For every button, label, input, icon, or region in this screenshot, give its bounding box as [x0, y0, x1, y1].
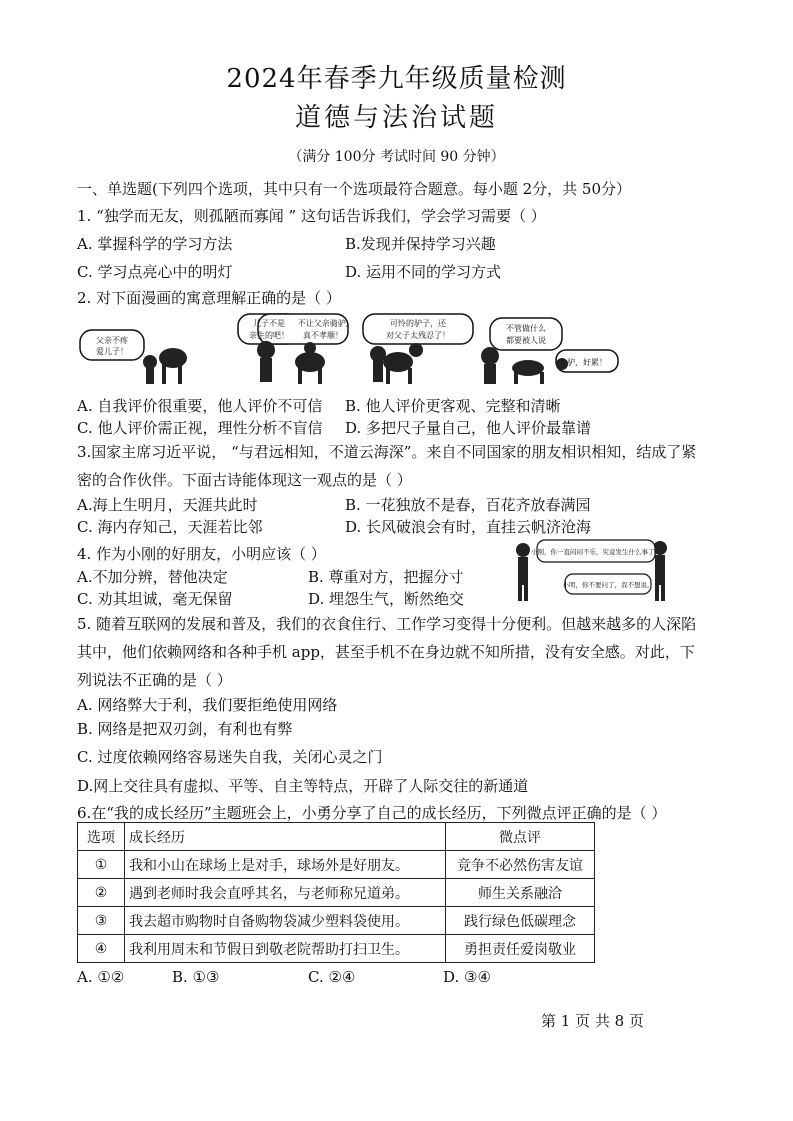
cartoon-bubble	[490, 318, 562, 350]
q1-option-c: C. 学习点亮心中的明灯	[77, 263, 233, 281]
table-cell: 我和小山在球场上是对手，球场外是好朋友。	[125, 851, 446, 879]
q6-option-a: A. ①②	[77, 968, 125, 986]
q1-option-d: D. 运用不同的学习方式	[345, 263, 502, 281]
cartoon-text: 可怜的驴子，还	[390, 319, 446, 328]
q4-cartoon	[505, 536, 670, 606]
q2-option-b: B. 他人评价更客观、完整和清晰	[345, 397, 561, 415]
q1-option-a: A. 掌握科学的学习方法	[77, 235, 233, 253]
q6-stem: 6.在“我的成长经历”主题班会上，小勇分享了自己的成长经历，下列微点评正确的是（ ）	[77, 804, 667, 822]
q6-option-c: C. ②④	[308, 968, 356, 986]
cartoon-text: 爱儿子！	[96, 347, 128, 356]
q2-option-a: A. 自我评价很重要，他人评价不可信	[77, 397, 323, 415]
table-cell: 我去超市购物时自备购物袋减少塑料袋使用。	[125, 907, 446, 935]
table-row	[78, 879, 595, 907]
q2-stem: 2. 对下面漫画的寓意理解正确的是（ ）	[77, 289, 341, 307]
table-header-cell: 微点评	[446, 823, 595, 851]
table-row	[78, 907, 595, 935]
q3-option-d: D. 长风破浪会有时，直挂云帆济沧海	[345, 518, 592, 536]
q4-option-a: A.不加分辨，替他决定	[77, 568, 228, 586]
table-cell: ①	[78, 851, 125, 879]
q3-stem: 3.国家主席习近平说， “与君远相知，不道云海深”。来自不同国家的朋友相识相知，结成了紧密的合作伙伴。下面古诗能体现这一观点的是（ ）	[77, 443, 697, 489]
table-row	[78, 851, 595, 879]
cartoon-text: 父亲不疼	[96, 336, 128, 345]
section-heading: 一、单选题(下列四个选项，其中只有一个选项最符合题意。每小题 2分，共 50分）	[77, 180, 632, 198]
q6-option-b: B. ①③	[172, 968, 220, 986]
q2-cartoon	[78, 310, 638, 390]
cartoon-text: 儿子不是	[253, 319, 285, 328]
exam-info: （满分 100分 考试时间 90 分钟）	[288, 149, 505, 165]
table-cell: 遇到老师时我会直呼其名，与老师称兄道弟。	[125, 879, 446, 907]
exam-subject: 道德与法治试题	[294, 103, 498, 133]
table-cell: 勇担责任爱岗敬业	[446, 935, 595, 963]
cartoon-text: 不管做什么	[506, 324, 546, 333]
q3-option-a: A.海上生明月，天涯共此时	[77, 496, 258, 514]
q4-option-c: C. 劝其坦诚，毫无保留	[77, 590, 233, 608]
q2-option-d: D. 多把尺子量自己，他人评价最靠谱	[345, 419, 592, 437]
page-number: 第 1 页 共 8 页	[541, 1012, 644, 1030]
q4-stem: 4. 作为小刚的好朋友，小明应该（ ）	[77, 545, 326, 563]
q6-table	[77, 822, 595, 963]
table-cell: 师生关系融洽	[446, 879, 595, 907]
q4-option-b: B. 尊重对方，把握分寸	[308, 568, 464, 586]
q5-option-c: C. 过度依赖网络容易迷失自我，关闭心灵之门	[77, 748, 383, 766]
table-cell: ②	[78, 879, 125, 907]
q2-option-c: C. 他人评价需正视，理性分析不盲信	[77, 419, 323, 437]
q5-stem: 5. 随着互联网的发展和普及，我们的衣食住行、工作学习变得十分便利。但越来越多的人深陷其中，他们依赖网络和各种手机 app，甚至手机不在身边就不知所措，没有安全感。对此，下列说法不正确的是（ ）	[77, 615, 697, 689]
cartoon-text: 小明，你不要问了，我不想说。	[562, 581, 654, 589]
q1-option-b: B.发现并保持学习兴趣	[345, 235, 496, 253]
q6-option-d: D. ③④	[443, 968, 491, 986]
q3-option-c: C. 海内存知己，天涯若比邻	[77, 518, 263, 536]
q4-option-d: D. 埋怨生气，断然绝交	[308, 590, 465, 608]
table-row	[78, 935, 595, 963]
q3-option-b: B. 一花独放不是春，百花齐放春满园	[345, 496, 591, 514]
table-header-row	[78, 823, 595, 851]
cartoon-text: 不让父亲骑驴,	[297, 319, 349, 328]
cartoon-text: 都要被人说	[506, 336, 546, 345]
exam-title: 2024年春季九年级质量检测	[226, 64, 567, 94]
cartoon-text: 亲生的吧！	[249, 331, 289, 340]
q5-option-d: D.网上交往具有虚拟、平等、自主等特点，开辟了人际交往的新通道	[77, 777, 529, 795]
table-header-cell: 选项	[78, 823, 125, 851]
table-cell: ④	[78, 935, 125, 963]
cartoon-text: 真不孝顺！	[303, 331, 343, 340]
table-header-cell: 成长经历	[125, 823, 446, 851]
q5-option-a: A. 网络弊大于利，我们要拒绝使用网络	[77, 696, 338, 714]
table-cell: 践行绿色低碳理念	[446, 907, 595, 935]
cartoon-text: 驴，好累！	[567, 358, 607, 367]
table-cell: 我利用周末和节假日到敬老院帮助打扫卫生。	[125, 935, 446, 963]
table-cell: 竞争不必然伤害友谊	[446, 851, 595, 879]
cartoon-text: 小刚，你一直闷闷不乐，究竟发生什么事了？	[531, 548, 661, 556]
cartoon-text: 对父子太残忍了！	[386, 331, 450, 340]
q1-stem: 1. “独学而无友，则孤陋而寡闻 ” 这句话告诉我们，学会学习需要（ ）	[77, 207, 546, 225]
table-cell: ③	[78, 907, 125, 935]
q5-option-b: B. 网络是把双刃剑，有利也有弊	[77, 720, 293, 738]
